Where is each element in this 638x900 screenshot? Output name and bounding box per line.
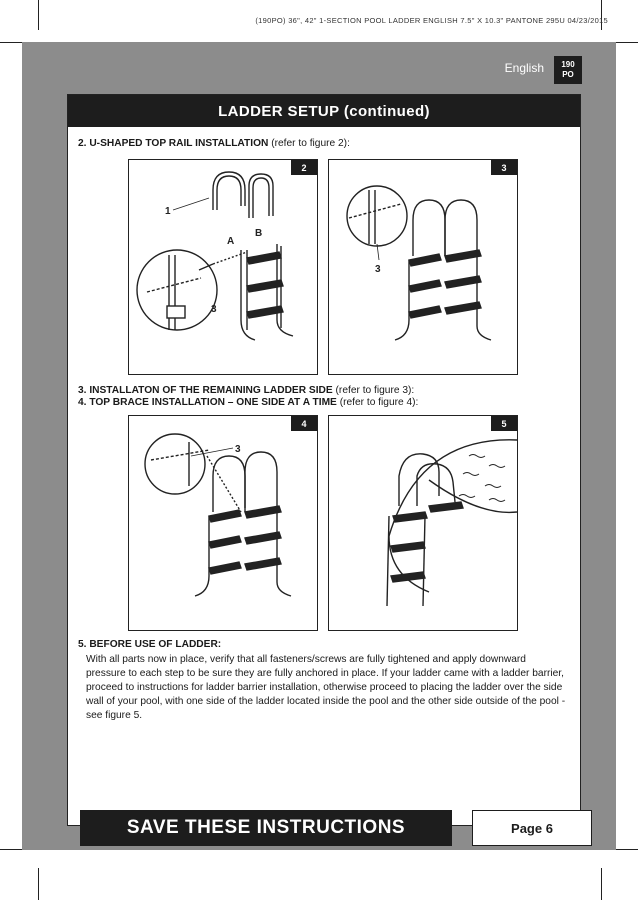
save-instructions-banner: SAVE THESE INSTRUCTIONS: [80, 810, 452, 846]
step-5-heading: 5. BEFORE USE OF LADDER:: [78, 639, 222, 650]
figure-2: [128, 159, 318, 375]
page-code-line1: 190: [561, 60, 575, 69]
step-4-note: (refer to figure 4):: [336, 397, 419, 408]
figure-3-number: 3: [491, 160, 517, 175]
page-code-badge: [554, 56, 582, 84]
figure-3: [328, 159, 518, 375]
step-3-heading: 3. INSTALLATON OF THE REMAINING LADDER SIDE: [78, 385, 333, 396]
crop-mark: [601, 0, 602, 30]
print-meta-line: (190PO) 36", 42" 1-SECTION POOL LADDER ENGLISH 7.5" X 10.3" PANTONE 295U 04/23/2015: [255, 16, 608, 25]
step-2-heading: 2. U-SHAPED TOP RAIL INSTALLATION: [78, 138, 269, 149]
language-label: English: [504, 61, 544, 75]
step-3-line: [78, 385, 414, 396]
callout-3: 3: [211, 304, 217, 315]
callout-3: 3: [375, 264, 381, 275]
figure-5-drawing: [329, 416, 517, 630]
content-panel: [67, 94, 581, 826]
page-frame: [22, 42, 616, 850]
crop-mark: [38, 0, 39, 30]
step-5-body: With all parts now in place, verify that all fasteners/screws are fully tightened and apply downward pressure to each step to be sure they are fully anchored in place. If your ladder came with a ladder barrier, proceed to instructions for ladder barrier installation, otherwise proceed to placing the ladder over the side wall of your pool, with one side of the ladder located inside the pool and the other side outside of the pool - see figure 5.: [86, 654, 566, 721]
crop-mark: [601, 868, 602, 900]
figure-4-drawing: [129, 416, 317, 630]
figure-2-drawing: [129, 160, 317, 374]
step-2-line: [78, 138, 350, 149]
step-5-line: [78, 639, 221, 650]
figure-4: [128, 415, 318, 631]
figure-4-number: 4: [291, 416, 317, 431]
figure-5-number: 5: [491, 416, 517, 431]
figure-3-drawing: [329, 160, 517, 374]
callout-b: B: [255, 228, 263, 239]
callout-3: 3: [235, 444, 241, 455]
step-3-note: (refer to figure 3):: [332, 385, 415, 396]
step-2-note: (refer to figure 2):: [268, 138, 350, 149]
figure-5: [328, 415, 518, 631]
callout-a: A: [227, 236, 235, 247]
figure-2-number: 2: [291, 160, 317, 175]
crop-mark: [38, 868, 39, 900]
page-code-line2: PO: [562, 70, 574, 79]
callout-1: 1: [165, 206, 171, 217]
step-4-line: [78, 397, 418, 408]
section-title: LADDER SETUP (continued): [68, 95, 580, 127]
step-4-heading: 4. TOP BRACE INSTALLATION – ONE SIDE AT A TIME: [78, 397, 337, 408]
page-number: Page 6: [472, 810, 592, 846]
